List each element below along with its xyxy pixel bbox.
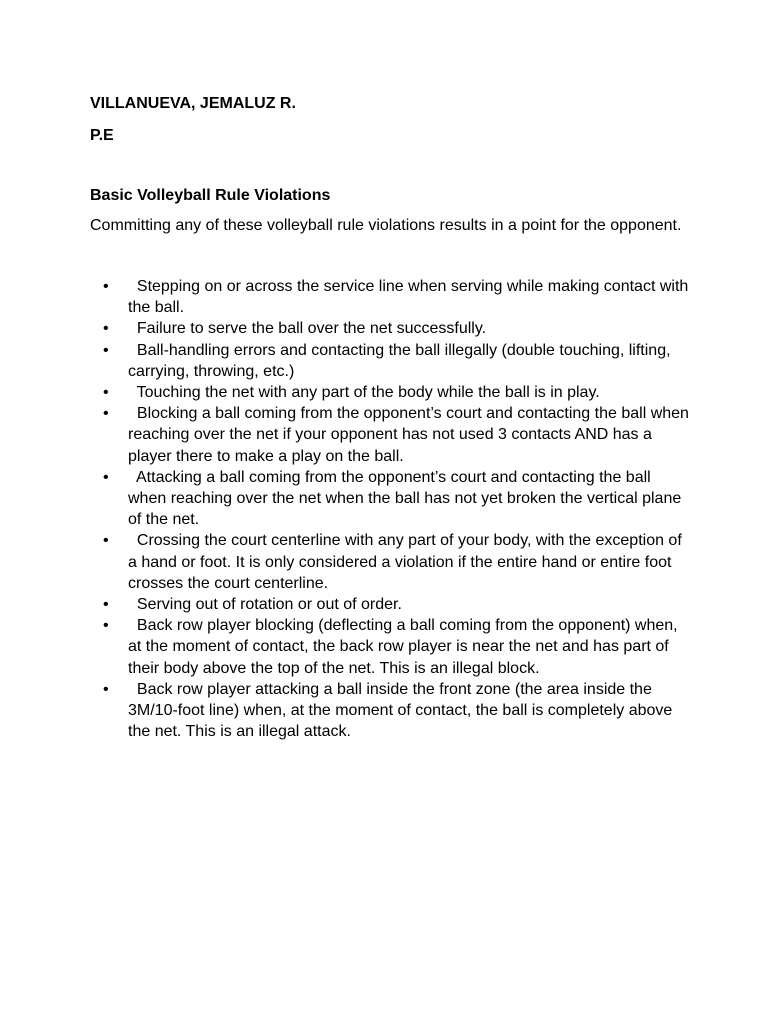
list-item-text: Blocking a ball coming from the opponent’s court and contacting the ball when reaching over the net if your opponent has not used 3 contacts AND has a player there to make a play on the ball. bbox=[128, 405, 689, 465]
list-item bbox=[90, 679, 690, 743]
list-item-text: Ball-handling errors and contacting the ball illegally (double touching, lifting, carrying, throwing, etc.) bbox=[128, 341, 671, 380]
bullet-icon: • bbox=[103, 341, 109, 359]
list-item bbox=[90, 403, 690, 467]
bullet-icon: • bbox=[103, 384, 109, 402]
list-item bbox=[90, 318, 690, 339]
list-item-text: Serving out of rotation or out of order. bbox=[128, 596, 402, 614]
author-name: VILLANUEVA, JEMALUZ R. bbox=[90, 95, 296, 112]
document-title: Basic Volleyball Rule Violations bbox=[90, 187, 331, 204]
list-item bbox=[90, 276, 690, 318]
bullet-icon: • bbox=[103, 278, 109, 295]
intro-paragraph: Committing any of these volleyball rule violations results in a point for the opponent. bbox=[90, 217, 682, 234]
subject-label: P.E bbox=[90, 127, 114, 144]
bullet-icon: • bbox=[103, 320, 109, 338]
list-item-text: Crossing the court centerline with any part of your body, with the exception of a hand or foot. It is only considered a violation if the entire hand or entire foot crosses the court centerline. bbox=[128, 532, 682, 592]
list-item bbox=[90, 340, 690, 382]
list-item bbox=[90, 382, 690, 403]
bullet-icon: • bbox=[103, 468, 109, 486]
bullet-icon: • bbox=[103, 617, 109, 635]
list-item bbox=[90, 594, 690, 615]
list-item-text: Stepping on or across the service line when serving while making contact with the ball. bbox=[128, 278, 689, 317]
list-item-text: Back row player blocking (deflecting a ball coming from the opponent) when, at the moment of contact, the back row player is near the net and has part of their body above the top of the net. This is an illegal block. bbox=[128, 617, 678, 677]
list-item-text: Attacking a ball coming from the opponent’s court and contacting the ball when reaching over the net when the ball has not yet broken the vertical plane of the net. bbox=[128, 468, 682, 529]
list-item-text: Back row player attacking a ball inside the front zone (the area inside the 3M/10-foot line) when, at the moment of contact, the ball is completely above the net. This is an illegal attack. bbox=[128, 680, 673, 741]
list-item-text: Failure to serve the ball over the net successfully. bbox=[128, 320, 487, 338]
list-item-text: Touching the net with any part of the body while the ball is in play. bbox=[128, 384, 600, 402]
list-item bbox=[90, 615, 690, 679]
bullet-icon: • bbox=[103, 680, 109, 698]
bullet-icon: • bbox=[103, 596, 109, 614]
bullet-icon: • bbox=[103, 532, 109, 550]
list-item bbox=[90, 530, 690, 594]
list-item bbox=[90, 467, 690, 531]
bullet-icon: • bbox=[103, 405, 109, 423]
violations-list bbox=[90, 276, 690, 742]
